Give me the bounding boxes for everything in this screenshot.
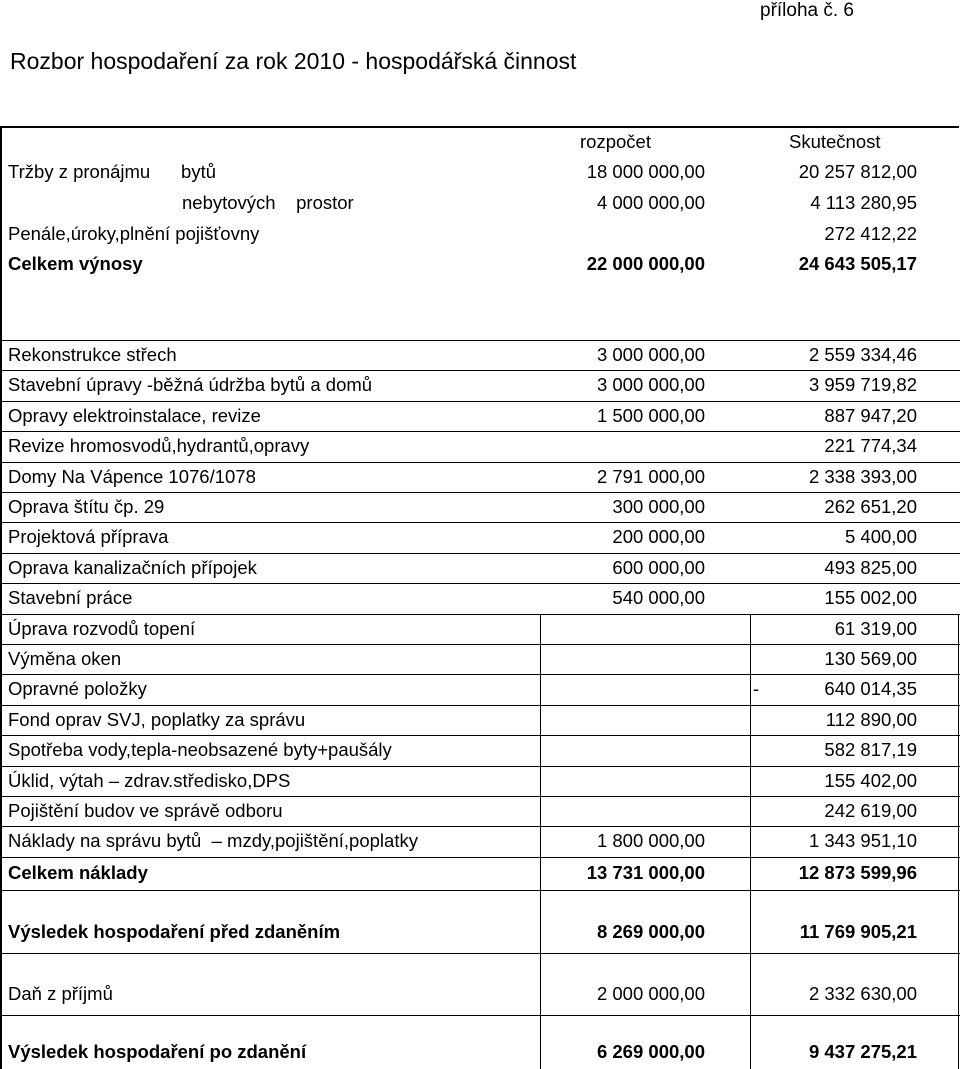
- attachment-label: příloha č. 6: [760, 0, 854, 21]
- row-budget: 600 000,00: [612, 557, 705, 578]
- row-actual: 2 338 393,00: [808, 466, 917, 487]
- row-label: Fond oprav SVJ, poplatky za správu: [8, 709, 306, 730]
- grid-line: [540, 614, 541, 890]
- grid-line: [0, 401, 960, 402]
- row-label: nebytových prostor: [182, 192, 354, 213]
- grid-line: [0, 766, 960, 767]
- row-label: Penále,úroky,plnění pojišťovny: [8, 223, 260, 244]
- grid-line: [0, 492, 960, 493]
- row-actual: 221 774,34: [824, 435, 917, 456]
- grid-line: [0, 796, 960, 797]
- row-budget: 18 000 000,00: [586, 161, 705, 182]
- row-actual: 493 825,00: [824, 557, 917, 578]
- row-budget: 3 000 000,00: [596, 344, 705, 365]
- row-actual: 5 400,00: [844, 526, 917, 547]
- row-budget: 3 000 000,00: [596, 374, 705, 395]
- grid-line: [0, 674, 960, 675]
- row-label: Daň z příjmů: [8, 983, 113, 1004]
- row-actual: 2 332 630,00: [808, 983, 917, 1004]
- grid-line: [958, 614, 959, 890]
- row-budget: 8 269 000,00: [596, 921, 705, 942]
- row-budget: 22 000 000,00: [586, 253, 705, 274]
- row-budget: 300 000,00: [612, 496, 705, 517]
- grid-line: [0, 553, 960, 554]
- row-label: Celkem náklady: [8, 862, 148, 883]
- row-budget: 2 791 000,00: [596, 466, 705, 487]
- row-label: Revize hromosvodů,hydrantů,opravy: [8, 435, 310, 456]
- grid-line: [0, 735, 960, 736]
- row-budget: 2 000 000,00: [596, 983, 705, 1004]
- row-label: Výsledek hospodaření před zdaněním: [8, 921, 341, 942]
- column-header-budget: rozpočet: [580, 131, 651, 152]
- row-actual: 4 113 280,95: [810, 192, 917, 213]
- row-label: Pojištění budov ve správě odboru: [8, 800, 283, 821]
- row-label: Celkem výnosy: [8, 253, 143, 274]
- row-label: Úprava rozvodů topení: [8, 618, 196, 639]
- row-actual: 24 643 505,17: [798, 253, 917, 274]
- row-actual: 11 769 905,21: [799, 921, 917, 942]
- divider: [0, 953, 960, 954]
- grid-line: [0, 522, 960, 523]
- grid-line: [0, 614, 960, 615]
- row-actual: 272 412,22: [824, 223, 917, 244]
- grid-line: [750, 614, 751, 890]
- row-actual: 262 651,20: [824, 496, 917, 517]
- grid-line: [750, 890, 751, 1069]
- divider: [0, 1015, 960, 1016]
- row-actual: 1 343 951,10: [808, 830, 917, 851]
- row-actual: 155 402,00: [824, 770, 917, 791]
- grid-line: [0, 370, 960, 371]
- row-actual: 155 002,00: [824, 587, 917, 608]
- row-budget: 6 269 000,00: [596, 1041, 705, 1062]
- grid-line: [0, 462, 960, 463]
- row-actual: 130 569,00: [824, 648, 917, 669]
- row-label: Rekonstrukce střech: [8, 344, 177, 365]
- row-label: Výměna oken: [8, 648, 122, 669]
- grid-line: [0, 857, 960, 858]
- grid-line: [0, 340, 960, 341]
- row-label: Domy Na Vápence 1076/1078: [8, 466, 256, 487]
- row-actual: 887 947,20: [824, 405, 917, 426]
- row-label: Úklid, výtah – zdrav.středisko,DPS: [8, 770, 291, 791]
- row-label: Projektová příprava: [8, 526, 169, 547]
- grid-line: [0, 826, 960, 827]
- row-actual: 242 619,00: [824, 800, 917, 821]
- row-budget: 1 800 000,00: [596, 830, 705, 851]
- row-actual: 12 873 599,96: [798, 862, 917, 883]
- row-budget: 1 500 000,00: [596, 405, 705, 426]
- grid-line: [0, 431, 960, 432]
- row-label: Opravné položky: [8, 678, 147, 699]
- grid-line: [958, 890, 959, 1069]
- row-label: Oprava štítu čp. 29: [8, 496, 165, 517]
- row-actual: 2 559 334,46: [808, 344, 917, 365]
- row-actual: 20 257 812,00: [798, 161, 917, 182]
- row-label: Stavební úpravy -běžná údržba bytů a domů: [8, 374, 373, 395]
- row-actual: 9 437 275,21: [808, 1041, 917, 1062]
- row-actual: 112 890,00: [825, 709, 917, 730]
- column-header-actual: Skutečnost: [789, 131, 881, 152]
- row-budget: 13 731 000,00: [586, 862, 705, 883]
- grid-line: [0, 890, 960, 891]
- row-sign: -: [753, 678, 760, 699]
- row-budget: 200 000,00: [612, 526, 705, 547]
- grid-line: [0, 583, 960, 584]
- row-label: Výsledek hospodaření po zdanění: [8, 1041, 307, 1062]
- row-label: Oprava kanalizačních přípojek: [8, 557, 257, 578]
- page-title: Rozbor hospodaření za rok 2010 - hospodářská činnost: [10, 48, 577, 74]
- row-label: Náklady na správu bytů – mzdy,pojištění,poplatky: [8, 830, 418, 851]
- row-label: Stavební práce: [8, 587, 133, 608]
- row-actual: 582 817,19: [824, 739, 917, 760]
- row-label: Tržby z pronájmu bytů: [8, 161, 217, 182]
- row-actual: 61 319,00: [834, 618, 917, 639]
- row-actual: 640 014,35: [824, 678, 917, 699]
- grid-line: [0, 644, 960, 645]
- row-actual: 3 959 719,82: [808, 374, 917, 395]
- grid-line: [540, 890, 541, 1069]
- row-label: Opravy elektroinstalace, revize: [8, 405, 261, 426]
- row-budget: 540 000,00: [612, 587, 705, 608]
- row-label: Spotřeba vody,tepla-neobsazené byty+paušály: [8, 739, 392, 760]
- grid-line: [0, 705, 960, 706]
- row-budget: 4 000 000,00: [596, 192, 705, 213]
